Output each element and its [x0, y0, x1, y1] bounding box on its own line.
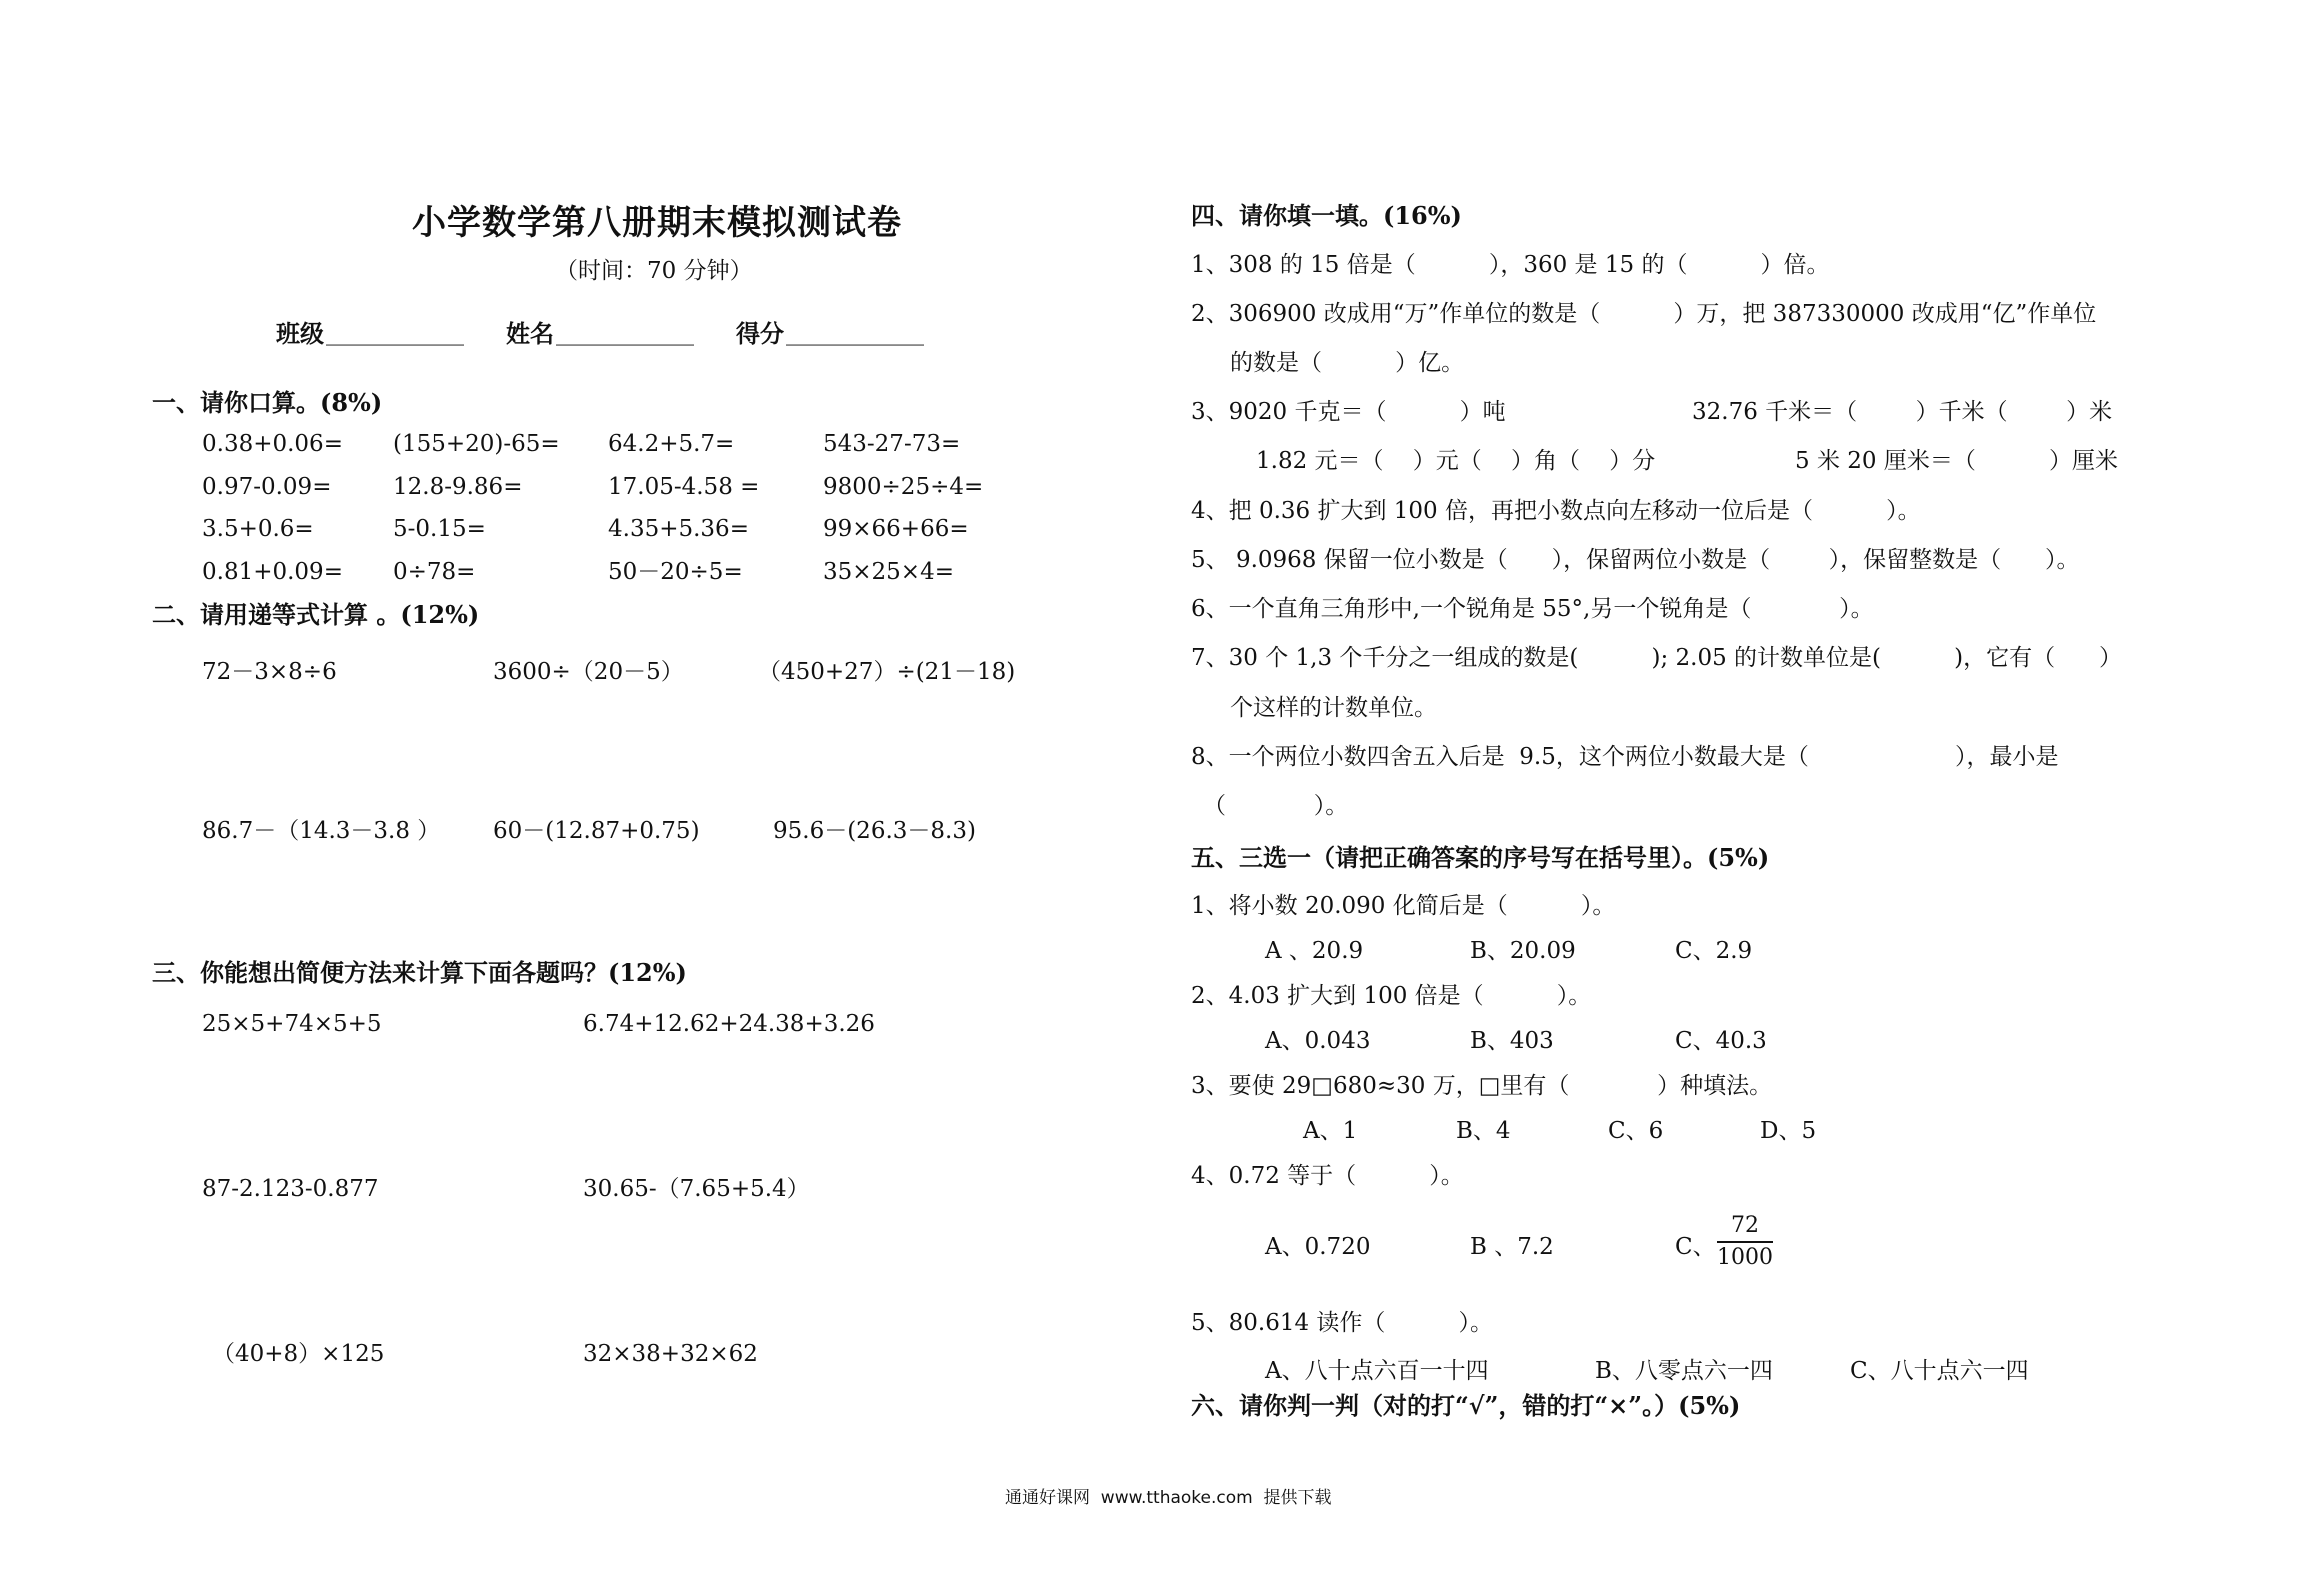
name-blank: ____________	[556, 320, 694, 346]
oral-calc-item: (155+20)-65=	[393, 431, 560, 457]
oral-calc-item: 35×25×4=	[823, 559, 954, 585]
step-calc-item: （450+27）÷(21－18)	[758, 659, 1016, 685]
class-label: 班级	[276, 319, 324, 348]
fill-blank-line: 7、30 个 1,3 个千分之一组成的数是( ); 2.05 的计数单位是( )，它有（ ）	[1191, 645, 2122, 671]
simple-calc-item: 6.74+12.62+24.38+3.26	[583, 1011, 875, 1037]
oral-calc-item: 543-27-73=	[823, 431, 961, 457]
choice-option: B 、7.2	[1470, 1234, 1554, 1260]
oral-calc-item: 9800÷25÷4=	[823, 474, 984, 500]
choice-option: C、2.9	[1675, 938, 1753, 964]
oral-calc-item: 64.2+5.7=	[608, 431, 735, 457]
fill-blank-line: 的数是（ ）亿。	[1230, 350, 1465, 376]
choice-option: C、40.3	[1675, 1028, 1767, 1054]
choice-question: 3、要使 29□680≈30 万，□里有（ ）种填法。	[1191, 1073, 1773, 1099]
fill-blank-line: 4、把 0.36 扩大到 100 倍，再把小数点向左移动一位后是（ ）。	[1191, 498, 1921, 524]
footer-credit: 通通好课网 www.tthaoke.com 提供下载	[1005, 1488, 1332, 1508]
fraction	[1717, 1215, 1773, 1269]
choice-option: A、1	[1303, 1118, 1358, 1144]
fill-blank-line: 32.76 千米＝（ ）千米（ ）米	[1692, 399, 2113, 425]
oral-calc-item: 3.5+0.6=	[202, 516, 314, 542]
choice-option: A、0.043	[1265, 1028, 1371, 1054]
simple-calc-item: 30.65-（7.65+5.4）	[583, 1176, 810, 1202]
fill-blank-line: 5 米 20 厘米＝（ ）厘米	[1795, 448, 2118, 474]
choice-question: 5、80.614 读作（ ）。	[1191, 1310, 1494, 1336]
class-blank: ____________	[326, 320, 464, 346]
section-3-heading: 三、你能想出简便方法来计算下面各题吗？(12%)	[152, 958, 687, 987]
choice-option: B、20.09	[1470, 938, 1576, 964]
simple-calc-item: 32×38+32×62	[583, 1341, 758, 1367]
oral-calc-item: 0.81+0.09=	[202, 559, 343, 585]
fill-blank-line: 8、一个两位小数四舍五入后是 9.5，这个两位小数最大是（ ），最小是	[1191, 744, 2059, 770]
choice-option: C、	[1675, 1234, 1716, 1260]
name-label: 姓名	[506, 319, 554, 348]
section-4-heading: 四、请你填一填。(16%)	[1191, 201, 1462, 230]
exam-duration: （时间：70 分钟）	[555, 258, 753, 284]
fill-blank-line: 3、9020 千克＝（ ）吨	[1191, 399, 1506, 425]
fill-blank-line: 6、一个直角三角形中,一个锐角是 55°,另一个锐角是（ ）。	[1191, 596, 1874, 622]
step-calc-item: 60－(12.87+0.75)	[493, 818, 700, 844]
oral-calc-item: 4.35+5.36=	[608, 516, 749, 542]
oral-calc-item: 5-0.15=	[393, 516, 486, 542]
oral-calc-item: 0.97-0.09=	[202, 474, 332, 500]
fill-blank-line: 2、306900 改成用“万”作单位的数是（ ）万，把 387330000 改成用“亿”作单位	[1191, 301, 2097, 327]
page-title: 小学数学第八册期末模拟测试卷	[412, 203, 902, 243]
choice-option: C、八十点六一四	[1850, 1358, 2029, 1384]
simple-calc-item: （40+8）×125	[212, 1341, 385, 1367]
section-6-heading: 六、请你判一判（对的打“√”，错的打“×”。）(5%)	[1191, 1391, 1741, 1420]
fill-blank-line: （ ）。	[1203, 793, 1349, 819]
fill-blank-line: 5、 9.0968 保留一位小数是（ ），保留两位小数是（ ），保留整数是（ ）。	[1191, 547, 2080, 573]
choice-option: C、6	[1608, 1118, 1664, 1144]
fill-blank-line: 1、308 的 15 倍是（ ），360 是 15 的（ ）倍。	[1191, 252, 1830, 278]
oral-calc-item: 50－20÷5=	[608, 559, 743, 585]
score-blank: ____________	[786, 320, 924, 346]
oral-calc-item: 12.8-9.86=	[393, 474, 523, 500]
step-calc-item: 3600÷（20－5）	[493, 659, 684, 685]
choice-option: A、八十点六百一十四	[1265, 1358, 1489, 1384]
choice-option: A 、20.9	[1265, 938, 1364, 964]
oral-calc-item: 0÷78=	[393, 559, 476, 585]
fraction-denominator: 1000	[1717, 1245, 1773, 1270]
section-1-heading: 一、请你口算。(8%)	[152, 388, 383, 417]
fraction-numerator: 72	[1717, 1215, 1773, 1243]
step-calc-item: 86.7－（14.3－3.8 ）	[202, 818, 441, 844]
fill-blank-line: 个这样的计数单位。	[1230, 695, 1437, 721]
choice-option: A、0.720	[1265, 1234, 1371, 1260]
section-5-heading: 五、三选一（请把正确答案的序号写在括号里）。(5%)	[1191, 843, 1770, 872]
choice-option: B、403	[1470, 1028, 1554, 1054]
section-2-heading: 二、请用递等式计算 。(12%)	[152, 600, 480, 629]
oral-calc-item: 17.05-4.58 =	[608, 474, 760, 500]
choice-option: B、4	[1456, 1118, 1511, 1144]
simple-calc-item: 25×5+74×5+5	[202, 1011, 382, 1037]
choice-question: 1、将小数 20.090 化简后是（ ）。	[1191, 893, 1616, 919]
choice-option: B、八零点六一四	[1595, 1358, 1773, 1384]
oral-calc-item: 99×66+66=	[823, 516, 969, 542]
choice-question: 4、0.72 等于（ ）。	[1191, 1163, 1464, 1189]
simple-calc-item: 87-2.123-0.877	[202, 1176, 379, 1202]
step-calc-item: 95.6－(26.3－8.3)	[773, 818, 976, 844]
oral-calc-item: 0.38+0.06=	[202, 431, 343, 457]
fill-blank-line: 1.82 元＝（ ）元（ ）角（ ）分	[1256, 448, 1656, 474]
step-calc-item: 72－3×8÷6	[202, 659, 337, 685]
choice-question: 2、4.03 扩大到 100 倍是（ ）。	[1191, 983, 1592, 1009]
score-label: 得分	[736, 319, 784, 348]
choice-option: D、5	[1760, 1118, 1817, 1144]
